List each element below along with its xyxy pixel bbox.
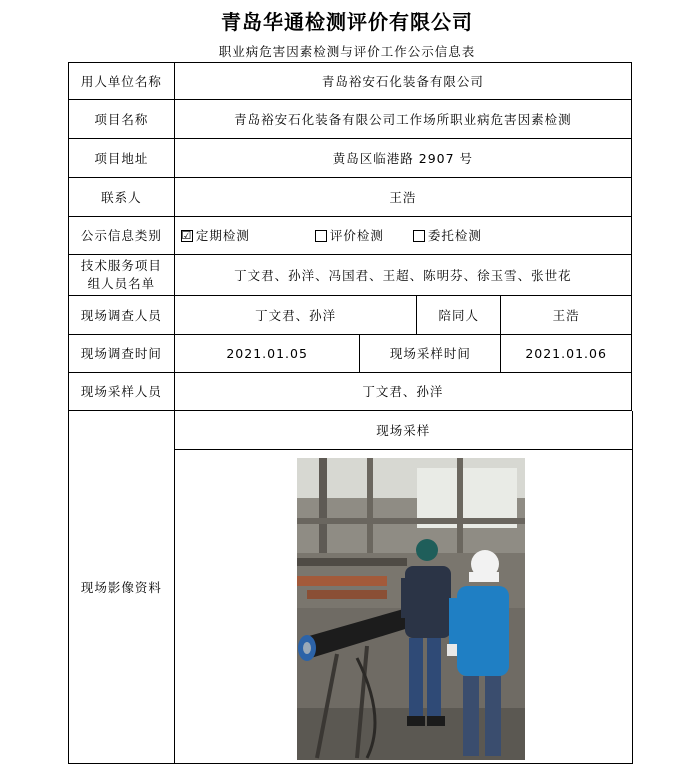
sampling-staff-label: 现场采样人员 — [69, 373, 175, 411]
project-value: 青岛裕安石化装备有限公司工作场所职业病危害因素检测 — [175, 100, 632, 139]
companion-label: 陪同人 — [417, 296, 501, 335]
sampling-staff-value: 丁文君、孙洋 — [175, 373, 632, 411]
row-address — [68, 139, 632, 178]
address-label: 项目地址 — [69, 139, 175, 178]
employer-value: 青岛裕安石化装备有限公司 — [175, 62, 632, 100]
option-commissioned-label: 委托检测 — [427, 228, 482, 243]
option-regular-label: 定期检测 — [195, 228, 250, 243]
row-media — [68, 411, 632, 764]
project-label: 项目名称 — [69, 100, 175, 139]
info-table — [68, 62, 632, 764]
option-evaluation-label: 评价检测 — [329, 228, 384, 243]
row-survey-staff — [68, 296, 632, 335]
team-label — [69, 255, 175, 296]
page-title: 青岛华通检测评价有限公司 — [221, 10, 473, 34]
survey-time-value: 2021.01.05 — [175, 335, 361, 373]
companion-value: 王浩 — [501, 296, 632, 335]
row-sampling-staff — [68, 373, 632, 411]
field-sampling-photo — [297, 458, 525, 760]
option-evaluation[interactable] — [315, 227, 413, 244]
survey-staff-label: 现场调查人员 — [69, 296, 175, 335]
sampling-time-label: 现场采样时间 — [360, 335, 501, 373]
team-value: 丁文君、孙洋、冯国君、王超、陈明芬、徐玉雪、张世花 — [175, 255, 632, 296]
survey-staff-value: 丁文君、孙洋 — [175, 296, 418, 335]
contact-label: 联系人 — [69, 178, 175, 217]
employer-label: 用人单位名称 — [69, 62, 175, 100]
team-label-line1: 技术服务项目 — [80, 258, 162, 273]
checkbox-commissioned[interactable] — [413, 230, 425, 242]
category-options — [175, 217, 632, 255]
row-category — [68, 217, 632, 255]
team-label-line2: 组人员名单 — [87, 276, 156, 291]
media-label: 现场影像资料 — [69, 411, 175, 764]
category-label: 公示信息类别 — [69, 217, 175, 255]
sampling-time-value: 2021.01.06 — [501, 335, 632, 373]
address-value: 黄岛区临港路 2907 号 — [175, 139, 632, 178]
survey-time-label: 现场调查时间 — [69, 335, 175, 373]
row-project — [68, 100, 632, 139]
media-area — [175, 411, 632, 764]
page-subtitle: 职业病危害因素检测与评价工作公示信息表 — [218, 44, 476, 59]
media-caption: 现场采样 — [175, 411, 633, 450]
row-team — [68, 255, 632, 296]
checkbox-evaluation[interactable] — [315, 230, 327, 242]
option-commissioned[interactable] — [413, 227, 482, 244]
checkbox-regular[interactable]: ☑ — [181, 228, 193, 242]
photo-illustration — [297, 458, 525, 760]
option-regular[interactable] — [181, 227, 315, 244]
row-employer — [68, 62, 632, 100]
row-survey-time — [68, 335, 632, 373]
row-contact — [68, 178, 632, 217]
contact-value: 王浩 — [175, 178, 632, 217]
